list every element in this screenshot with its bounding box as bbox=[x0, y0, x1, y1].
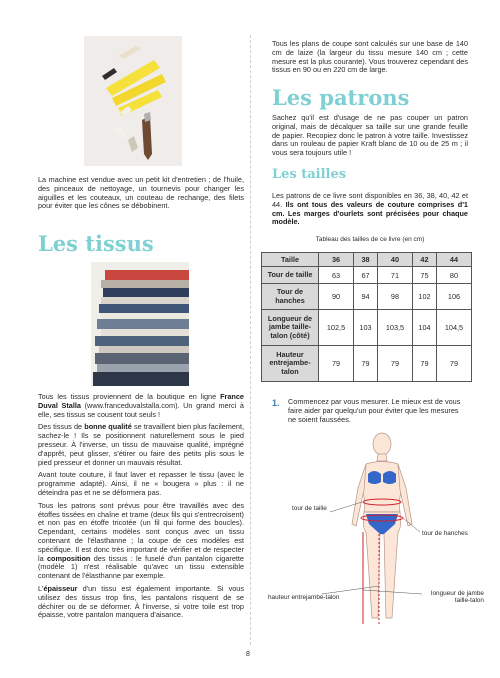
tissus-p3: Avant toute couture, il faut laver et repasser le tissu (avec le programme adapté). Ainsi, il ne « bougera » plus : il ne déteindra pas et ne se déformera pas. bbox=[38, 470, 244, 497]
table-cell: 103,5 bbox=[377, 310, 412, 346]
tissus-text bbox=[38, 393, 244, 624]
header-cell: 44 bbox=[436, 253, 471, 267]
table-cell: 67 bbox=[354, 267, 378, 284]
column-divider bbox=[250, 35, 251, 645]
heading-les-tissus: Les tissus bbox=[38, 231, 154, 256]
table-cell: 98 bbox=[377, 284, 412, 310]
text-span: Des tissus de bbox=[38, 422, 85, 432]
sewing-tools-photo bbox=[84, 36, 182, 166]
table-cell: 79 bbox=[319, 346, 354, 382]
tissus-p1 bbox=[38, 393, 244, 419]
fabric-icon bbox=[91, 262, 189, 386]
table-row bbox=[262, 346, 472, 382]
emphasis: composition bbox=[47, 553, 91, 563]
text-span: Les patrons de ce livre sont disponibles en 36, 38, 40, 42 et 44. bbox=[272, 191, 468, 209]
size-table bbox=[261, 252, 472, 382]
label-line: longueur de jambe bbox=[431, 590, 484, 597]
emphasis: bonne qualité bbox=[84, 422, 132, 432]
heading-les-tailles: Les tailles bbox=[272, 167, 347, 182]
text-span: (www.franceduvalstalla.com). Un grand merci à elle, ses tissus se cousent tout seuls ! bbox=[38, 400, 244, 419]
table-cell: 104 bbox=[413, 310, 437, 346]
label-leg-length bbox=[424, 590, 484, 605]
table-row bbox=[262, 284, 472, 310]
patrons-paragraph: Sachez qu'il est d'usage de ne pas couper un patron original, mais de décalquer sa taille sur une grande feuille de papier. Recopiez donc le patron à votre taille. Investissez dans un rouleau de papier Kraft blanc de 10 ou de 25 m ; il vous sera toujours utile ! bbox=[272, 113, 468, 158]
table-cell: 75 bbox=[413, 267, 437, 284]
header-cell: Taille bbox=[262, 253, 319, 267]
header-cell: 42 bbox=[413, 253, 437, 267]
text-span: des tissus : le fuselé d'un pantalon cigarette (modèle 1) n'est réalisable qu'avec un tissu extensible contenant de l'élasthanne par exemple. bbox=[38, 553, 244, 581]
tissus-p5 bbox=[38, 585, 244, 620]
body-measurement-figure bbox=[262, 428, 482, 650]
page-number: 8 bbox=[246, 651, 250, 658]
table-row bbox=[262, 267, 472, 284]
text-span: Tous les tissus proviennent de la boutique en ligne bbox=[38, 392, 221, 401]
step-number: 1. bbox=[272, 398, 280, 408]
tissus-p4 bbox=[38, 502, 244, 581]
table-cell: 94 bbox=[354, 284, 378, 310]
tools-icon bbox=[84, 36, 182, 166]
emphasis: épaisseur bbox=[43, 583, 78, 593]
emphasis: Ils ont tous des valeurs de couture comprises d'1 cm. Les marges d'ourlets sont précisées pour chaque modèle. bbox=[272, 199, 468, 227]
table-cell: 90 bbox=[319, 284, 354, 310]
heading-les-patrons: Les patrons bbox=[272, 85, 410, 110]
tissus-p2 bbox=[38, 423, 244, 467]
table-row bbox=[262, 310, 472, 346]
row-label: Hauteur entrejambe-talon bbox=[262, 346, 319, 382]
text-span: d'un tissu est également importante. Si vous utilisez des tissus trop fins, les pantalons risquent de se déchirer ou de se déformer. À l'inverse, si votre toile est trop épaisse, votre pantalon manquera d'aisance. bbox=[38, 583, 244, 620]
row-label: Longueur de jambe taille-talon (côté) bbox=[262, 310, 319, 346]
table-cell: 103 bbox=[354, 310, 378, 346]
step-one bbox=[272, 398, 468, 428]
text-span: L' bbox=[38, 583, 44, 593]
table-cell: 79 bbox=[436, 346, 471, 382]
label-hips: tour de hanches bbox=[422, 530, 468, 537]
text-span: se travaillent bien plus facilement, sachez-le ! Ils se positionnent naturellement sous le pied presseur. À l'inverse, un tissu de mauvaise qualité, imprégné d'apprêt, peut glisser, s'étirer ou faire des petits plis sous le pied presseur et donner un mauvais résultat. bbox=[38, 422, 244, 467]
table-cell: 106 bbox=[436, 284, 471, 310]
header-cell: 36 bbox=[319, 253, 354, 267]
table-header-row bbox=[262, 253, 472, 267]
step-text: Commencez par vous mesurer. Le mieux est de vous faire aider par quelqu'un pour éviter que les mesures ne soient faussées. bbox=[288, 397, 461, 424]
label-inseam: hauteur entrejambe-talon bbox=[268, 594, 340, 601]
table-cell: 79 bbox=[413, 346, 437, 382]
table-cell: 79 bbox=[377, 346, 412, 382]
brand-name: France Duval Stalla bbox=[38, 392, 244, 410]
fabric-stack-photo bbox=[91, 262, 189, 386]
table-cell: 71 bbox=[377, 267, 412, 284]
table-cell: 79 bbox=[354, 346, 378, 382]
row-label: Tour de taille bbox=[262, 267, 319, 284]
header-cell: 38 bbox=[354, 253, 378, 267]
label-waist: tour de taille bbox=[292, 505, 327, 512]
tailles-paragraph bbox=[272, 192, 468, 227]
table-cell: 104,5 bbox=[436, 310, 471, 346]
table-cell: 80 bbox=[436, 267, 471, 284]
table-cell: 63 bbox=[319, 267, 354, 284]
table-cell: 102 bbox=[413, 284, 437, 310]
table-cell: 102,5 bbox=[319, 310, 354, 346]
kit-paragraph: La machine est vendue avec un petit kit d'entretien ; de l'huile, des pinceaux de nettoyage, un tournevis pour changer les aiguilles et les couteaux, un couteau de rechange, des filets pour éviter que les cônes se débobinent. bbox=[38, 175, 244, 211]
table-caption: Tableau des tailles de ce livre (en cm) bbox=[315, 236, 425, 243]
text-span: Tous les patrons sont prévus pour être travaillés avec des étoffes tissées en chaîne et trame (deux fils qui s'entrecroisent) et non pas en étoffe tricotée (un fil qui forme des boucles). Cependant, certains modèles sont conçus avec un tissu contenant de l'élasthanne ; la coupe de ces modèles est spécifique. Il est donc très important de vérifier et de respecter la bbox=[38, 500, 244, 563]
label-line: taille-talon bbox=[454, 597, 484, 605]
laize-paragraph: Tous les plans de coupe sont calculés sur une base de 140 cm de laize (la largeur du tissu mesure 140 cm ; cette mesure est la plus courante). Vous trouverez cependant des tissus en 90 ou en 220 cm de large. bbox=[272, 39, 468, 75]
header-cell: 40 bbox=[377, 253, 412, 267]
row-label: Tour de hanches bbox=[262, 284, 319, 310]
